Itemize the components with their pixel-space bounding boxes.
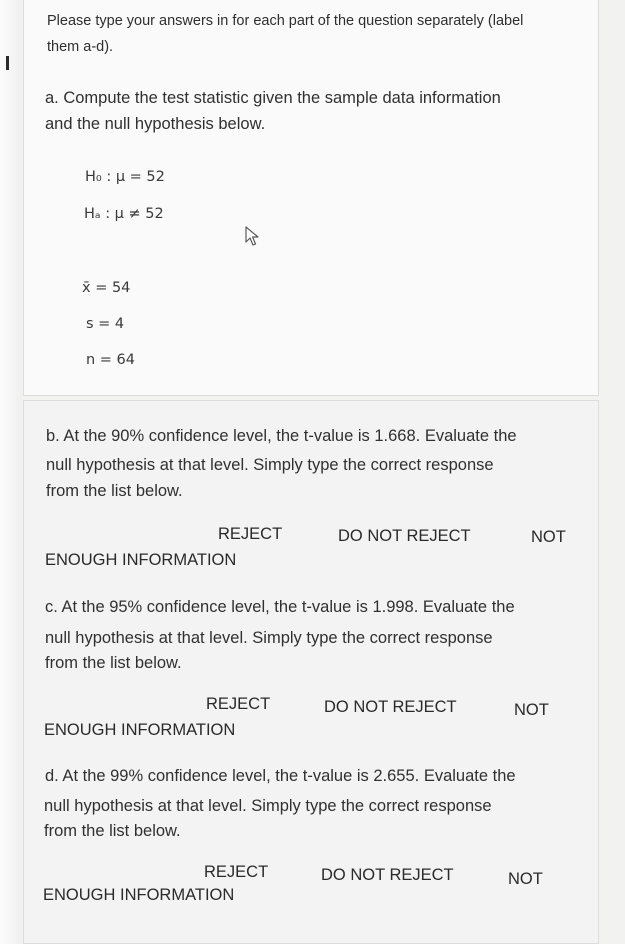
part-c-line-3: from the list below. bbox=[45, 654, 182, 672]
part-b-option-reject: REJECT bbox=[218, 525, 283, 543]
part-b-line-3: from the list below. bbox=[46, 482, 183, 500]
part-b-option-not: NOT bbox=[531, 528, 566, 546]
part-c-option-do-not-reject: DO NOT REJECT bbox=[324, 698, 457, 716]
part-c-line-2: null hypothesis at that level. Simply type the correct response bbox=[45, 629, 493, 647]
sample-std-dev: s = 4 bbox=[86, 316, 125, 332]
part-c-option-not: NOT bbox=[514, 701, 549, 719]
part-b-option-enough-information: ENOUGH INFORMATION bbox=[45, 551, 237, 569]
part-c-line-1: c. At the 95% confidence level, the t-value is 1.998. Evaluate the bbox=[45, 598, 515, 616]
instructions-line-2: them a-d). bbox=[47, 39, 114, 55]
part-d-option-enough-information: ENOUGH INFORMATION bbox=[43, 886, 235, 904]
part-d-option-not: NOT bbox=[508, 870, 543, 888]
sample-mean: x̄ = 54 bbox=[82, 280, 131, 296]
part-a-line-1: a. Compute the test statistic given the sample data information bbox=[45, 89, 501, 107]
page-edge bbox=[0, 0, 22, 944]
part-d-line-1: d. At the 99% confidence level, the t-value is 2.655. Evaluate the bbox=[45, 767, 516, 785]
instructions-line-1: Please type your answers in for each part of the question separately (label bbox=[47, 13, 524, 29]
mouse-pointer-icon bbox=[243, 225, 263, 247]
part-d-option-reject: REJECT bbox=[204, 863, 269, 881]
text-cursor-mark bbox=[6, 56, 9, 70]
part-b-option-do-not-reject: DO NOT REJECT bbox=[338, 527, 471, 545]
part-b-line-1: b. At the 90% confidence level, the t-value is 1.668. Evaluate the bbox=[46, 427, 517, 445]
part-d-option-do-not-reject: DO NOT REJECT bbox=[321, 866, 454, 884]
part-c-option-enough-information: ENOUGH INFORMATION bbox=[44, 721, 236, 739]
part-a-line-2: and the null hypothesis below. bbox=[45, 115, 266, 133]
sample-size: n = 64 bbox=[86, 352, 136, 368]
part-d-line-2: null hypothesis at that level. Simply type the correct response bbox=[44, 797, 492, 815]
part-c-option-reject: REJECT bbox=[206, 695, 271, 713]
null-hypothesis: H₀ : μ = 52 bbox=[85, 169, 165, 185]
part-b-line-2: null hypothesis at that level. Simply type the correct response bbox=[46, 456, 494, 474]
part-d-line-3: from the list below. bbox=[44, 822, 181, 840]
alternative-hypothesis: Hₐ : μ ≠ 52 bbox=[84, 206, 164, 222]
